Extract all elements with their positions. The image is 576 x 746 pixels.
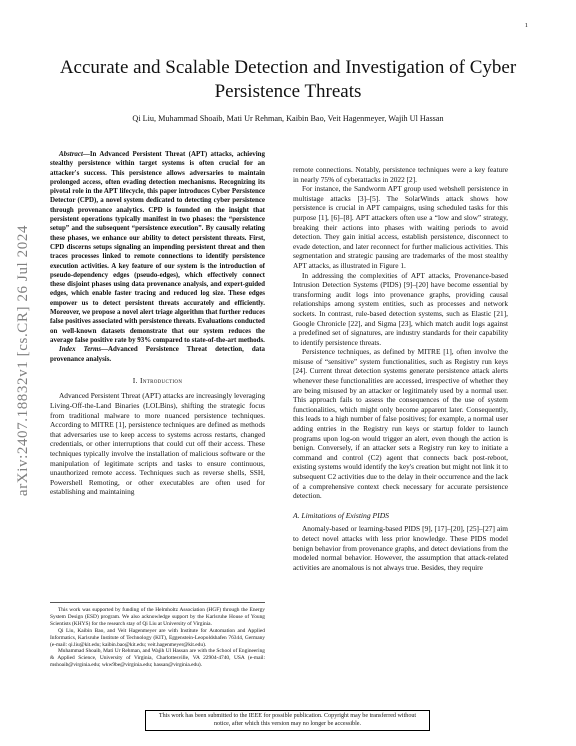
right-paragraph-1: remote connections. Notably, persistence techniques were a key feature in nearly 75% of cyberattacks in 2022 [2]. — [293, 165, 508, 184]
arxiv-identifier-text: arXiv:2407.18832v1 [cs.CR] 26 Jul 2024 — [15, 224, 32, 496]
paper-title: Accurate and Scalable Detection and Investigation of Cyber Persistence Threats — [59, 57, 517, 102]
right-paragraph-2: For instance, the Sandworm APT group used webshell persistence in multistage attacks [3]–[5]. The SolarWinds attack shows how persistence is crucial in APT campaigns, using scheduled tasks for this purpose [1], [6]–[8]. APT attackers often use a “low and slow” strategy, breaking their actions into phases with waiting periods to avoid detection. They gain initial access, establish persistence, disconnect to evade detection, and later reconnect for further malicious activities. This segmentation and strategic pausing are trademarks of the most stealthy APT attacks, as illustrated in Figure 1. — [293, 184, 508, 270]
subsection-heading-limitations: A. Limitations of Existing PIDS — [293, 510, 389, 520]
copyright-notice-box: This work has been submitted to the IEEE for possible publication. Copyright may be transferred without notice, after which this version may no longer be accessible. — [145, 710, 430, 731]
author-list: Qi Liu, Muhammad Shoaib, Mati Ur Rehman, Kaibin Bao, Veit Hagenmeyer, Wajih Ul Hassan — [132, 114, 444, 123]
index-terms — [50, 345, 265, 364]
arxiv-identifier-stamp[interactable] — [14, 150, 34, 570]
footnotes — [50, 602, 265, 669]
right-paragraph-5: Anomaly-based or learning-based PIDS [9], [17]–[20], [25]–[27] aim to detect novel attacks with less prior knowledge. These PIDS model benign behavior from provenance graphs, and detect deviations from the modeled normal behavior. However, the assumption that attack-related activities are anomalous is not always true. Besides, they require — [293, 524, 508, 572]
index-terms-text: —Advanced Persistence Threat detection, data provenance analysis. — [50, 345, 265, 363]
right-column — [293, 165, 508, 572]
left-column — [50, 150, 265, 497]
section-heading-introduction: I. Introduction — [132, 375, 183, 385]
intro-paragraph: Advanced Persistent Threat (APT) attacks are increasingly leveraging Living-Off-the-Land Binaries (LOLBins), shifting the strategic focus from traditional malware to more nuanced persistence techniques. According to MITRE [1], persistence techniques are defined as methods that adversaries use to keep access to systems across restarts, changed credentials, or other interruptions that could cut off their access. These techniques typically involve the installation of malicious software or the manipulation of legitimate scripts and tasks to ensure continuous, unauthorized remote access. Techniques such as reverse shells, SSH, Powershell Remoting, or other executables are often used for establishing and maintaining — [50, 391, 265, 497]
footnote-rule — [50, 602, 265, 603]
footnote-funding: This work was supported by funding of the Helmholtz Association (HGF) through the Energy System Design (ESD) program. We also acknowledge support by the Karlsruhe House of Young Scientists (KHYS) for the research stay of Qi Liu at University of Virginia. — [50, 607, 265, 627]
footnote-uva-affiliation: Muhammad Shoaib, Mati Ur Rehman, and Wajih Ul Hassan are with the School of Engineering & Applied Science, University of Virginia, Charlottesville, VA 22904-4740, USA (e-mail: mshoaib@virginia.edu; wkw9be@virginia.edu; hassan@virginia.edu). — [50, 648, 265, 669]
right-paragraph-4: Persistence techniques, as defined by MITRE [1], often involve the misuse of “sensitive” system functionalities, such as Registry run keys [24]. Current threat detection systems generate persistence attack alerts whenever these functionalities are accessed, irrespective of whether they are being misused by an attacker or legitimately used by a normal user. This approach fails to assess the consequences of the use of system functionalities, which might only become apparent later. Consequently, this leads to a high number of false positives; for example, a normal user adding entries in the Registry run keys or startup folder to launch programs upon log-on would trigger an alert, even though the action is benign. Conversely, if an attacker sets a Registry run key to initiate a command and control (C2) agent that connects back post-reboot, existing systems would identify the key's creation but might not link it to subsequent C2 activities due to the delay in their occurrence and the lack of a comprehensive context check necessary for accurate persistence detection. — [293, 347, 508, 501]
abstract-label: Abstract — [59, 150, 83, 158]
index-terms-label: Index Terms — [59, 345, 102, 354]
abstract-text: —In Advanced Persistent Threat (APT) attacks, achieving stealthy persistence within target systems is often crucial for an attacker's success. This persistence allows adversaries to maintain prolonged access, often evading detection mechanisms. Recognizing its pivotal role in the APT lifecycle, this paper introduces Cyber Persistence Detector (CPD), a novel system dedicated to detecting cyber persistence through provenance analytics. CPD is founded on the insight that persistent operations typically manifest in two phases: the “persistence setup” and the subsequent “persistence execution”. By causally relating these phases, we enhance our ability to detect persistent threats. First, CPD discerns setups signaling an impending persistent threat and then traces processes linked to remote connections to identify persistence execution activities. A key feature of our system is the introduction of pseudo-dependency edges (pseudo-edges), which effectively connect these disjoint phases using data provenance analysis, and expert-guided edges, which enable faster tracing and reduced log size. These edges empower us to detect persistent threats accurately and efficiently. Moreover, we propose a novel alert triage algorithm that further reduces false positives associated with persistence threats. Evaluations conducted on well-known datasets demonstrate that our system reduces the average false positive rate by 93% compared to state-of-the-art methods. — [50, 150, 265, 344]
page-number: 1 — [524, 22, 528, 29]
footnote-kit-affiliation: Qi Liu, Kaibin Bao, and Veit Hagenmeyer are with Institute for Automation and Applied Informatics, Karlsruhe Institute of Technology (KIT), Eggenstein-Leopoldshafen 76344, Germany (e-mail: qi.liu@kit.edu; kaibin.bao@kit.edu; veit.hagenmeyer@kit.edu). — [50, 627, 265, 648]
abstract — [50, 150, 265, 345]
right-paragraph-3: In addressing the complexities of APT attacks, Provenance-based Intrusion Detection Systems (PIDS) [9]–[20] have become essential by transforming audit logs into provenance graphs, providing causal relationships among system entities, such as processes and network sockets. In contrast, rule-based detection systems, such as Elastic [21], Google Chronicle [22], and Sigma [23], which match audit logs against a predefined set of signatures, are industry standards for their capability to identify persistence threats. — [293, 270, 508, 347]
